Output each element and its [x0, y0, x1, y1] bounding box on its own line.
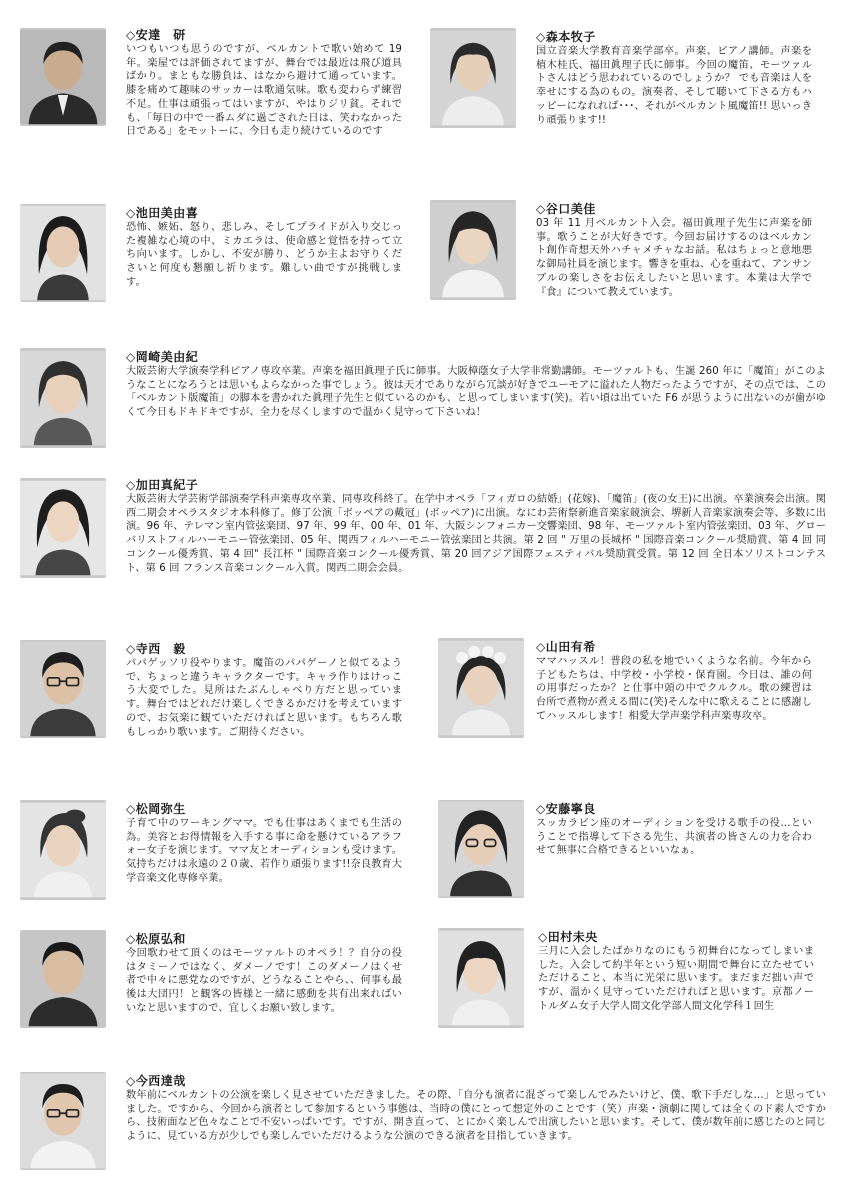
portrait-photo	[438, 638, 524, 738]
member-name: ◇松岡弥生	[126, 802, 186, 816]
member-name: ◇山田有希	[536, 640, 596, 654]
portrait-photo	[430, 28, 516, 128]
member-name: ◇加田真紀子	[126, 478, 199, 492]
member-name: ◇安藤寧良	[536, 802, 596, 816]
portrait-photo	[430, 200, 516, 300]
member-bio: パパゲッソリ役やります。魔笛のパパゲーノと似てるようで、ちょっと違うキャラクターです。キャラ作りはけっこう大変でした。見所はたぶんしゃべり方だと思っています。舞台ではどれだけ楽しくできるかだけを考えていますので、お気楽に観ていただければと思います。もちろん歌もしっかり歌います。ご期待ください。	[126, 658, 402, 738]
member-name: ◇今西達哉	[126, 1074, 186, 1088]
member-bio: ママハッスル！普段の私を地でいくような名前。今年から子どもたちは、中学校・小学校・保育園。今日は、誰の何の用事だったか？と仕事中頭の中でクルクル。歌の練習は台所で煮物が煮える間に(笑)そんな中に歌えることに感謝してハッスルします！相愛大学声楽学科声楽専攻卒。	[536, 656, 812, 722]
member-name: ◇谷口美佳	[536, 202, 596, 216]
member-name: ◇池田美由喜	[126, 206, 199, 220]
member-bio: 子育て中のワーキングママ。でも仕事はあくまでも生活の為。美容とお得情報を入手する事に命を懸けているアラフォー女子を演じます。ママ友とオーディションも受けます。気持ちだけは永遠の２０歳、若作り頑張ります!!奈良教育大学音楽文化専修卒業。	[126, 818, 402, 884]
member-bio: 数年前にベルカントの公演を楽しく見させていただきました。その際、「自分も演者に混ざって楽しんでみたいけど、僕、歌下手だしな…」と思っていました。ですから、今回から演者として参加するという事態は、当時の僕にとって想定外のことです（笑）声楽・演劇に関しては全くのド素人ですから、技術面など色々なことで不安いっぱいです。ですが、開き直って、とにかく楽しんで出演したいと思います。そして、僕が数年前に感じたのと同じように、見ている方が少しでも楽しんでいただけるような公演のできる演者を目指していきます。	[126, 1090, 826, 1143]
member-name: ◇森本牧子	[536, 30, 596, 44]
member-name: ◇松原弘和	[126, 932, 186, 946]
member-bio: 三月に入会したばかりなのにもう初舞台になってしまいました。入会して約半年という短い期間で舞台に立たせていただけること、本当に光栄に思います。まだまだ拙い声ですが、温かく見守っていただければと思います。京都ノートルダム女子大学人間文化学部人間文化学科１回生	[538, 946, 814, 1012]
member-bio: 大阪芸術大学芸術学部演奏学科声楽専攻卒業、同専攻科終了。在学中オペラ「フィガロの結婚」(花嫁)、「魔笛」(夜の女王)に出演。卒業演奏会出演。関西二期会オペラスタジオ本科修了。修了公演「ボッペアの戴冠」(ボッペア)に出演。なにわ芸術祭新進音楽家競演会、堺新人音楽家演奏会等、多数に出演。96 年、テレマン室内管弦楽団、97 年、99 年、00 年、01 年、大阪シンフォニカー交響楽団、98 年、モーツァルト室内管弦楽団、03 年、グローバリストフィルハーモニー管弦楽団、05 年、関西フィルハーモニー管弦楽団と共演。第 2 回 " 万里の長城杯 " 国際音楽コンクール奨励賞、第 4 回 同コンクール優秀賞、第 4 回" 長江杯 " 国際音楽コンクール優秀賞、第 20 回アジア国際フェスティバル奨励賞受賞。第 12 回 全日本ソリストコンテスト、第 6 回 フランス音楽コンクール入賞。関西二期会会員。	[126, 494, 827, 574]
portrait-photo	[20, 478, 106, 578]
portrait-photo	[20, 800, 106, 900]
member-name: ◇田村未央	[538, 930, 598, 944]
member-bio: スッカラビン座のオーディションを受ける歌手の役…ということで指導して下さる先生、共演者の皆さんの力を合わせて無事に合格できるといいなぁ。	[536, 818, 812, 857]
member-bio: 恐怖、嫉妬、怒り、悲しみ、そしてプライドが入り交じった複雑な心境の中、ミカエラは、使命感と覚悟を持って立ち向います。しかし、不安が勝り、どうか主よお守りくださいと何度も懇願し祈ります。難しい曲ですが挑戦します。	[126, 222, 402, 288]
member-bio: 国立音楽大学教育音楽学部卒。声楽、ピアノ講師。声楽を植木桂氏、福田眞理子氏に師事。今回の魔笛、モーツァルトさんはどう思われているのでしょうか？ でも音楽は人を幸せにする為のもの。演奏者、そして聴いて下さる方もハッピーになれれば･･･、それがベルカント風魔笛!! 思いっきり頑張ります!!	[536, 46, 812, 126]
member-name: ◇岡崎美由紀	[126, 350, 199, 364]
portrait-photo	[438, 928, 524, 1028]
member-bio: 大阪芸術大学演奏学科ピアノ専攻卒業。声楽を福田眞理子氏に師事。大阪樟蔭女子大学非常勤講師。モーツァルトも、生誕 260 年に「魔笛」がこのようなことになろうとは思いもよらなかった事でしょう。彼は天才でありながら冗談が好きでユーモアに溢れた人物だったようですが、その点では、この「ベルカント版魔笛」の脚本を書かれた眞理子先生と似ているのかも、と思ってしまいます(笑)。若い頃は出ていた F6 が思うように出ないのが歯がゆくて今日もドキドキですが、全力を尽くしますので温かく見守って下さいね！	[126, 366, 827, 419]
portrait-photo	[20, 1072, 106, 1170]
portrait-photo	[20, 930, 106, 1028]
member-bio: いつもいつも思うのですが、ベルカントで歌い始めて 19 年。楽屋では評価されてますが、舞台では最近は飛び道具ばかり。まともな勝負は、はなから避けて通っています。膝を痛めて趣味のサッカーは歌通気味。歌も変わらず練習不足。仕事は頑張ってはいますが、やはりジリ貧。それでも、「毎日の中で一番ムダに過ごされた日は、笑わなかった日である」をモットーに、今日も走り続けているのです	[126, 44, 402, 138]
portrait-photo	[20, 640, 106, 738]
member-bio: 今回歌わせて頂くのはモーツァルトのオペラ！？自分の役はタミーノではなく、ダメーノです！このダメーノはくせ者で中々に悪党なのですが、どうなることやら、、何事も最後は大団円！と観客の皆様と一緒に感動を共有出来ればいいなと思いますので、宜しくお願い致します。	[126, 948, 402, 1014]
member-name: ◇寺西 毅	[126, 642, 186, 656]
portrait-photo	[438, 800, 524, 898]
portrait-photo	[20, 28, 106, 126]
portrait-photo	[20, 204, 106, 302]
member-name: ◇安達 研	[126, 28, 186, 42]
member-bio: 03 年 11 月ベルカント入会。福田眞理子先生に声楽を師事。歌うことが大好きです。今回お届けするのはベルカント創作奇想天外ハチャメチャなお話。私はちょっと意地悪な御局社員を演じます。響きを重ね、心を重ねて、アンサンブルの楽しさをお伝えしたいと思います。本業は大学で『食』について教えています。	[536, 218, 812, 298]
portrait-photo	[20, 348, 106, 448]
